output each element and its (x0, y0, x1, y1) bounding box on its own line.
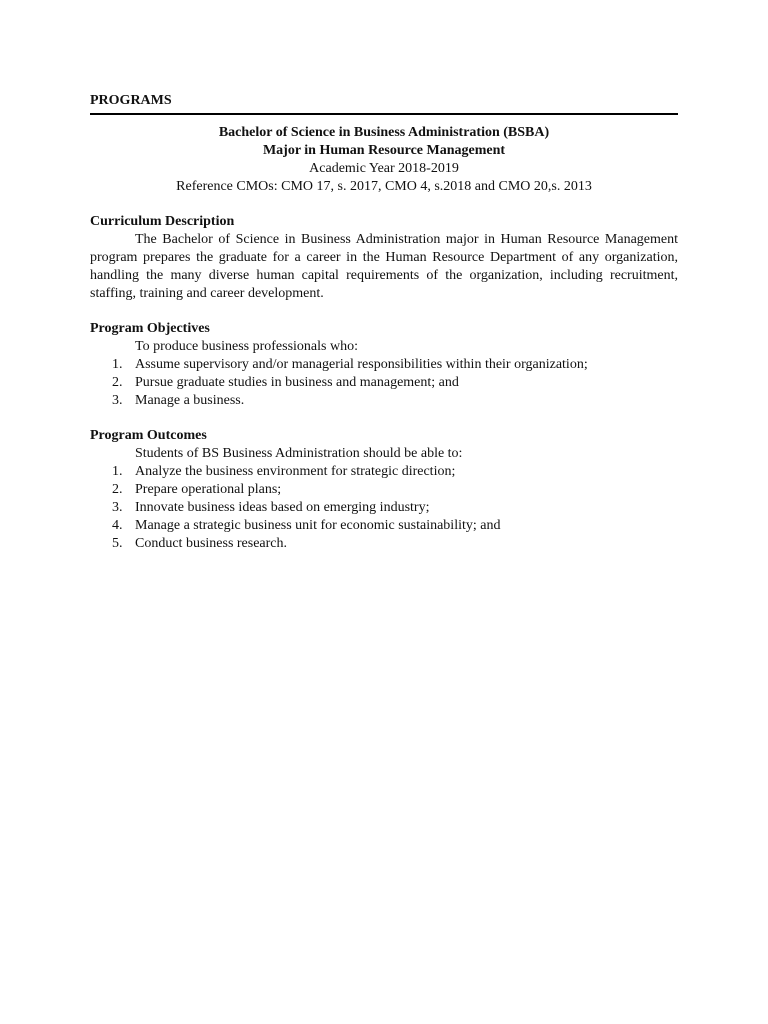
list-item (90, 374, 678, 392)
outcomes-list (90, 463, 678, 553)
objectives-heading: Program Objectives (90, 321, 210, 336)
list-number: 3. (112, 393, 123, 408)
list-item-text: Assume supervisory and/or managerial responsibilities within their organization; (135, 357, 588, 372)
document-content (90, 93, 678, 553)
list-item-text: Pursue graduate studies in business and management; and (135, 375, 459, 390)
list-number: 2. (112, 375, 123, 390)
program-major: Major in Human Resource Management (262, 143, 506, 158)
list-item-text: Conduct business research. (135, 536, 288, 551)
objectives-list (90, 356, 678, 410)
list-number: 4. (112, 518, 123, 533)
list-item (90, 517, 678, 535)
reference-cmos: Reference CMOs: CMO 17, s. 2017, CMO 4, s.2018 and CMO 20,s. 2013 (176, 179, 592, 194)
list-item (90, 392, 678, 410)
outcomes-heading: Program Outcomes (90, 428, 207, 443)
list-item-text: Analyze the business environment for strategic direction; (135, 464, 456, 479)
curriculum-description: The Bachelor of Science in Business Administration major in Human Resource Management program prepares the graduate for a career in the Human Resource Department of any organization, handling the many diverse human capital requirements of the organization, including recruitment, staffing, training and career development. (90, 232, 678, 301)
list-item (90, 356, 678, 374)
header-rule (90, 113, 678, 115)
list-number: 1. (112, 357, 123, 372)
list-number: 5. (112, 536, 123, 551)
list-item (90, 535, 678, 553)
program-title: Bachelor of Science in Business Administration (BSBA) (218, 125, 550, 140)
curriculum-heading: Curriculum Description (90, 214, 235, 229)
title-block (90, 124, 678, 196)
list-item-text: Manage a strategic business unit for economic sustainability; and (135, 518, 501, 533)
list-item-text: Prepare operational plans; (135, 482, 282, 497)
list-number: 2. (112, 482, 123, 497)
list-item (90, 481, 678, 499)
list-item-text: Manage a business. (135, 393, 245, 408)
list-item (90, 463, 678, 481)
objectives-intro: To produce business professionals who: (135, 339, 358, 354)
outcomes-intro: Students of BS Business Administration should be able to: (135, 446, 463, 461)
academic-year: Academic Year 2018-2019 (309, 161, 459, 176)
list-number: 3. (112, 500, 123, 515)
list-item-text: Innovate business ideas based on emerging industry; (135, 500, 430, 515)
section-label: PROGRAMS (90, 93, 172, 108)
list-item (90, 499, 678, 517)
list-number: 1. (112, 464, 123, 479)
